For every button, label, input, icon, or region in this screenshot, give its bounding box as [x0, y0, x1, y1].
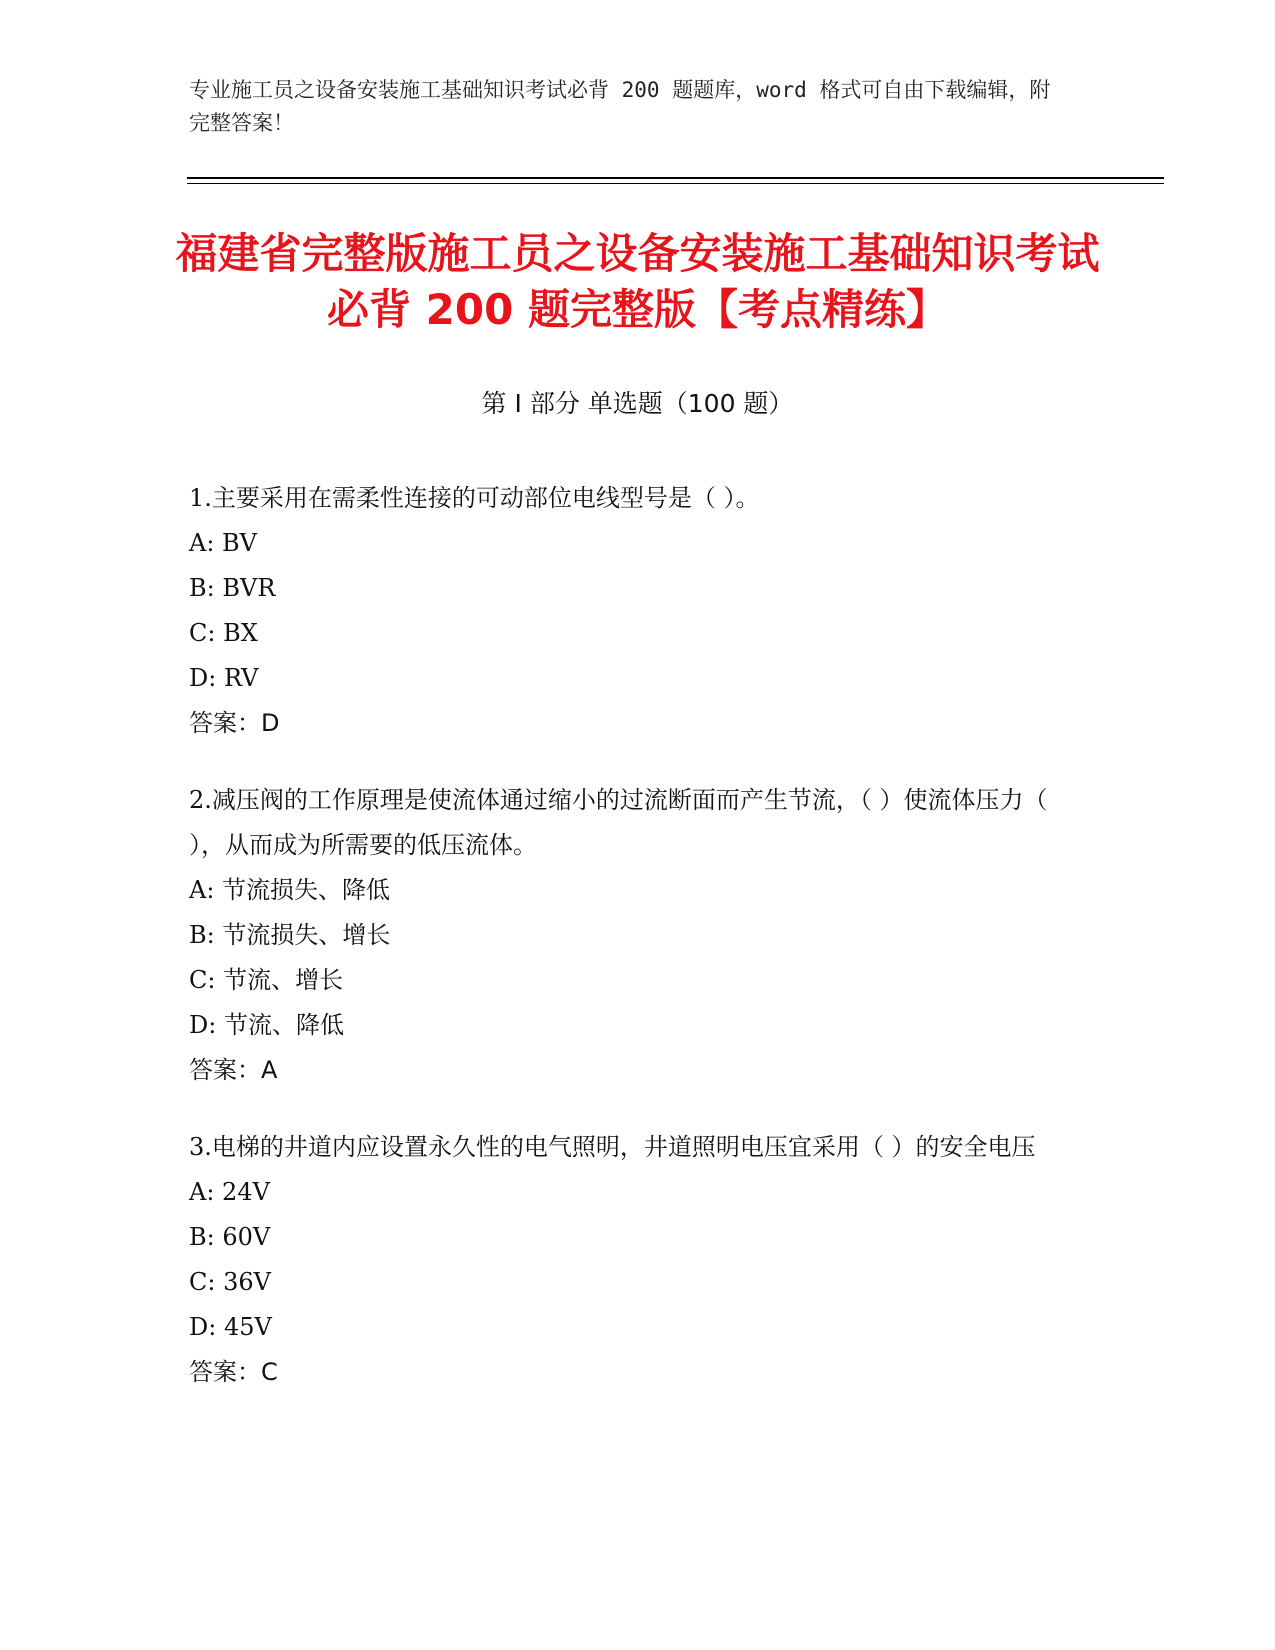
- option-d: D: 45V: [189, 1313, 272, 1341]
- question-stem: 3.电梯的井道内应设置永久性的电气照明，井道照明电压宜采用（ ）的安全电压: [189, 1133, 1036, 1161]
- header-divider-thin: [187, 183, 1164, 184]
- question-item: [189, 778, 1089, 1093]
- question-item: [189, 1125, 1089, 1395]
- question-item: [189, 476, 1089, 746]
- option-a: A: 24V: [189, 1178, 270, 1206]
- option-b: B: 节流损失、增长: [189, 921, 391, 949]
- header-divider-thick: [187, 177, 1164, 179]
- question-stem: 2.减压阀的工作原理是使流体通过缩小的过流断面而产生节流，（ ）使流体压力（ ），从而成为所需要的低压流体。: [189, 786, 1048, 859]
- answer-line: 答案：A: [189, 1056, 278, 1084]
- option-d: D: 节流、降低: [189, 1011, 344, 1039]
- answer-line: 答案：C: [189, 1358, 278, 1386]
- option-a: A: BV: [189, 529, 258, 557]
- option-a: A: 节流损失、降低: [189, 876, 391, 904]
- header-note: 专业施工员之设备安装施工基础知识考试必背 200 题题库，word 格式可自由下载编辑，附完整答案！: [189, 78, 1051, 135]
- document-title: 福建省完整版施工员之设备安装施工基础知识考试必背 200 题完整版【考点精练】: [175, 229, 1100, 334]
- option-c: C: BX: [189, 619, 258, 647]
- section-heading: 第 I 部分 单选题（100 题）: [481, 389, 794, 418]
- question-list: [189, 476, 1089, 1427]
- option-c: C: 36V: [189, 1268, 271, 1296]
- question-stem: 1.主要采用在需柔性连接的可动部位电线型号是（ ）。: [189, 484, 760, 512]
- option-c: C: 节流、增长: [189, 966, 344, 994]
- option-d: D: RV: [189, 664, 259, 692]
- answer-line: 答案：D: [189, 709, 280, 737]
- option-b: B: BVR: [189, 574, 276, 602]
- option-b: B: 60V: [189, 1223, 271, 1251]
